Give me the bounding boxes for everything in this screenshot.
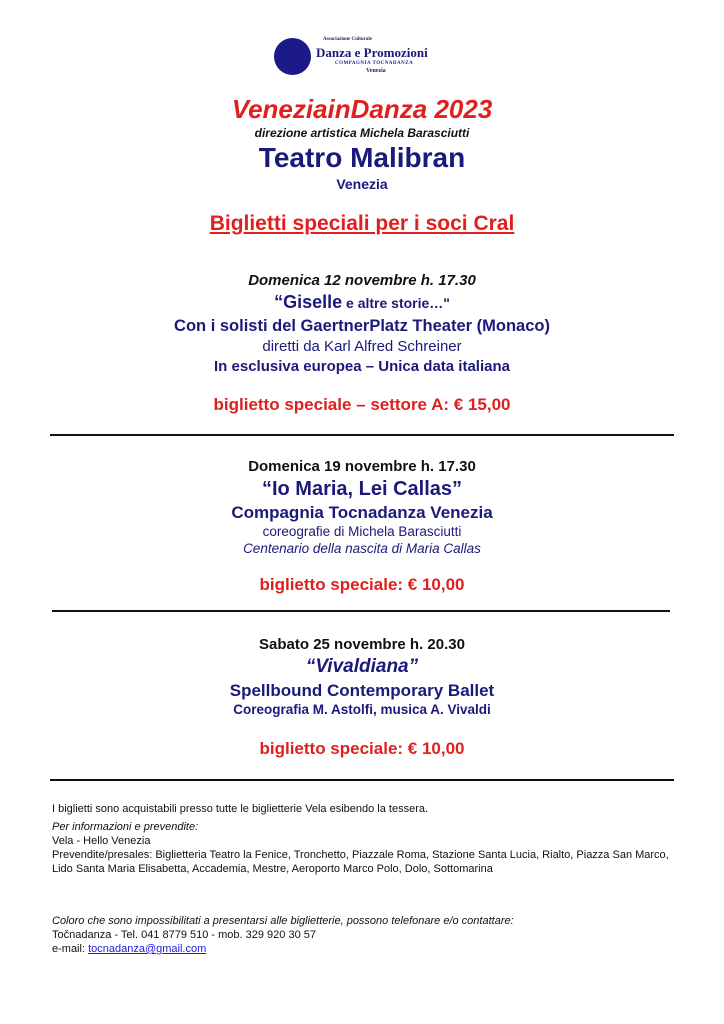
logo-circle xyxy=(274,38,311,75)
event-title: “Vivaldiana” xyxy=(305,656,419,677)
footer-email-label: e-mail: xyxy=(52,943,89,955)
event-line1: Compagnia Tocnadanza Venezia xyxy=(231,503,493,522)
festival-title: VeneziainDanza 2023 xyxy=(231,94,493,124)
theatre-city: Venezia xyxy=(336,176,388,192)
event-line1: Spellbound Contemporary Ballet xyxy=(229,681,495,700)
event-line3: Centenario della nascita di Maria Callas xyxy=(243,541,481,556)
event-title-rest: e altre storie…" xyxy=(342,295,450,311)
artistic-direction: direzione artistica Michela Barasciutti xyxy=(254,126,470,140)
divider xyxy=(52,610,670,612)
event-date: Sabato 25 novembre h. 20.30 xyxy=(259,636,465,653)
footer-email-line xyxy=(52,942,682,956)
divider xyxy=(50,434,674,436)
footer-info-label: Per informazioni e prevendite: xyxy=(52,821,199,833)
promo-heading: Biglietti speciali per i soci Cral xyxy=(209,212,515,235)
footer-presales: Prevendite/presales: Biglietteria Teatro la Fenice, Tronchetto, Piazzale Roma, Stazione Santa Lucia, Rialto, Piazza San Marco, Lido Santa Maria Elisabetta, Accademia, Mestre, Aeroporto Marco Polo, Dolo, Sottomarina xyxy=(52,849,669,875)
footer-contact-intro: Coloro che sono impossibilitati a presentarsi alle biglietterie, possono telefonare e/o contattare: xyxy=(52,915,514,927)
event-price: biglietto speciale: € 10,00 xyxy=(259,739,465,758)
event-title-main: “Giselle xyxy=(274,292,343,312)
event-title: “Io Maria, Lei Callas” xyxy=(261,478,463,500)
event-line1: Con i solisti del GaertnerPlatz Theater (Monaco) xyxy=(174,317,550,335)
theatre-name: Teatro Malibran xyxy=(258,142,466,173)
footer-phone: Točnadanza - Tel. 041 8779 510 - mob. 329 920 30 57 xyxy=(52,929,316,941)
event-price: biglietto speciale – settore A: € 15,00 xyxy=(213,395,511,414)
divider xyxy=(50,779,674,781)
event-date: Domenica 12 novembre h. 17.30 xyxy=(248,272,476,289)
event-price: biglietto speciale: € 10,00 xyxy=(259,575,465,594)
event-line2: diretti da Karl Alfred Schreiner xyxy=(262,338,462,355)
logo-sub: COMPAGNIA TOCNADANZA xyxy=(335,61,414,66)
logo-name: Danza e Promozioni xyxy=(316,45,428,60)
logo-city: Venezia xyxy=(366,68,386,74)
footer xyxy=(52,802,682,956)
event-line2: Coreografia M. Astolfi, musica A. Vivaldi xyxy=(233,702,491,717)
logo-assoc: Associazione Culturale xyxy=(323,37,373,42)
footer-note: I biglietti sono acquistabili presso tutte le biglietterie Vela esibendo la tessera. xyxy=(52,803,429,815)
event-date: Domenica 19 novembre h. 17.30 xyxy=(248,458,476,475)
email-link[interactable]: tocnadanza@gmail.com xyxy=(88,943,207,955)
event-line3: In esclusiva europea – Unica data italiana xyxy=(214,358,510,375)
event-line2: coreografie di Michela Barasciutti xyxy=(262,524,462,539)
event-title xyxy=(0,291,724,314)
footer-vela: Vela - Hello Venezia xyxy=(52,835,151,847)
